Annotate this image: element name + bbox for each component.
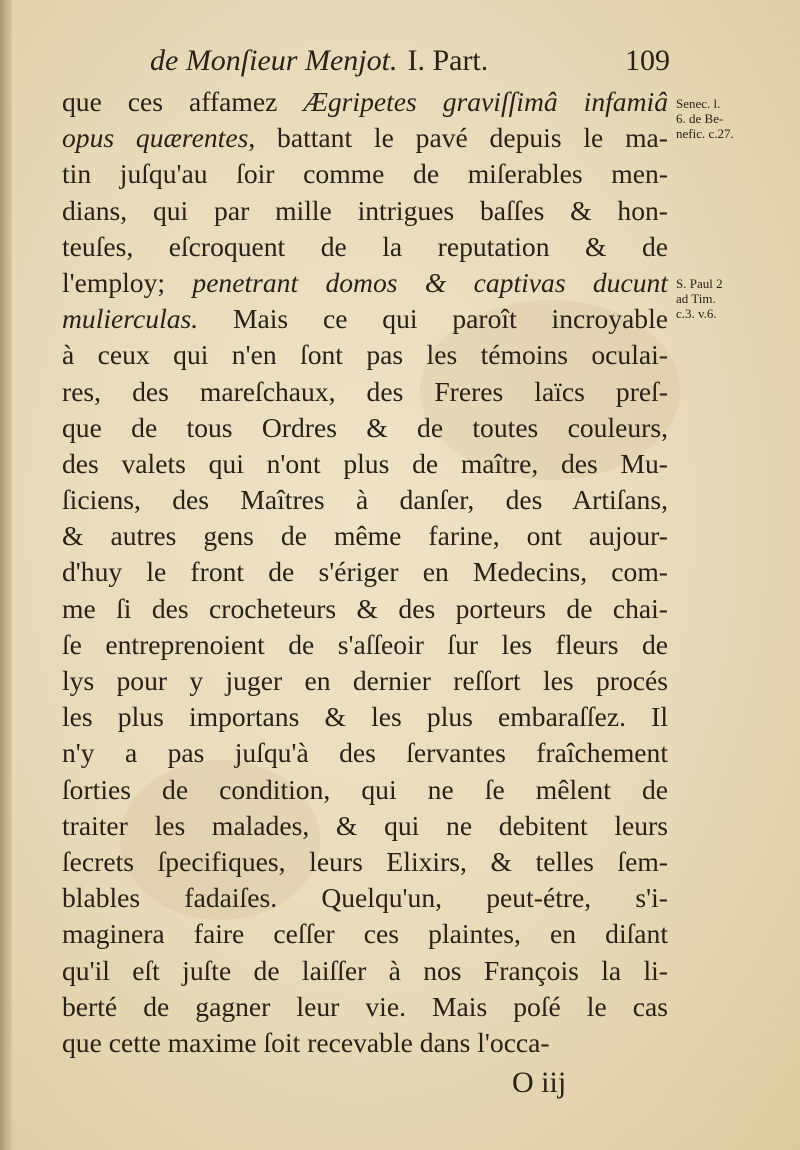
margin-note xyxy=(676,276,786,321)
text-line xyxy=(62,120,668,156)
text-line xyxy=(62,772,668,808)
text-line xyxy=(62,554,668,590)
text-segment: qu'il eſt juſte de laiſſer à nos François la li- xyxy=(62,954,668,986)
margin-note-line: ad Tim. xyxy=(676,291,716,306)
text-line xyxy=(62,1025,668,1061)
text-line xyxy=(62,699,668,735)
latin-quote: opus quærentes xyxy=(62,122,249,154)
page-edge xyxy=(0,0,12,1150)
text-line xyxy=(62,482,668,518)
text-line xyxy=(62,880,668,916)
text-line xyxy=(62,808,668,844)
running-header xyxy=(150,44,670,86)
margin-note-line: c.3. v.6. xyxy=(676,306,717,321)
text-segment: que de tous Ordres & de toutes couleurs, xyxy=(62,411,668,443)
text-segment: d'huy le front de s'ériger en Medecins, com- xyxy=(62,556,668,588)
text-line xyxy=(62,989,668,1025)
text-segment: traiter les malades, & qui ne debitent leurs xyxy=(62,809,668,841)
text-segment: ſorties de condition, qui ne ſe mêlent de xyxy=(62,773,668,805)
margin-note xyxy=(676,96,786,141)
latin-quote: penetrant domos & captivas ducunt xyxy=(192,266,668,298)
text-line xyxy=(62,84,668,120)
text-segment: tin juſqu'au ſoir comme de miſerables men- xyxy=(62,158,668,190)
signature-mark: O iij xyxy=(512,1066,567,1099)
running-title: de Monſieur Menjot. xyxy=(150,44,398,77)
margin-note-line: Senec. l. xyxy=(676,96,721,111)
margin-note-line: 6. de Be- xyxy=(676,111,724,126)
text-segment: ſe entreprenoient de s'aſſeoir ſur les fleurs de xyxy=(62,628,668,660)
text-line xyxy=(62,627,668,663)
text-segment: blables fadaiſes. Quelqu'un, peut-étre, s'i- xyxy=(62,882,668,914)
text-line xyxy=(62,193,668,229)
text-line xyxy=(62,337,668,373)
page-number: 109 xyxy=(625,44,670,77)
text-segment: ſecrets ſpecifiques, leurs Elixirs, & telles ſem- xyxy=(62,845,668,877)
margin-note-line: nefic. c.27. xyxy=(676,126,734,141)
text-segment: res, des mareſchaux, des Freres laïcs preſ- xyxy=(62,375,668,407)
text-segment: des valets qui n'ont plus de maître, des Mu- xyxy=(62,447,668,479)
text-line xyxy=(62,953,668,989)
margin-note-line: S. Paul 2 xyxy=(676,276,723,291)
text-line xyxy=(62,446,668,482)
text-segment: maginera faire ceſſer ces plaintes, en diſant xyxy=(62,918,668,950)
latin-quote: mulierculas. xyxy=(62,303,199,335)
text-line xyxy=(62,735,668,771)
text-segment: Mais ce qui paroît incroyable xyxy=(198,303,668,335)
text-segment: & autres gens de même farine, ont aujour- xyxy=(62,520,668,552)
text-line xyxy=(62,916,668,952)
text-segment: que cette maxime ſoit recevable dans l'occa- xyxy=(62,1026,550,1058)
text-segment: l'employ; xyxy=(62,266,193,298)
text-line xyxy=(62,229,668,265)
text-segment: teuſes, eſcroquent de la reputation & de xyxy=(62,230,668,262)
text-line xyxy=(62,156,668,192)
latin-quote: Ægripetes graviſſimâ infamiâ xyxy=(303,86,668,117)
text-line xyxy=(62,518,668,554)
text-line xyxy=(62,410,668,446)
text-segment: lys pour y juger en dernier reſſort les procés xyxy=(62,665,668,696)
text-segment: à ceux qui n'en ſont pas les témoins oculai- xyxy=(62,339,668,371)
text-segment: que ces affamez xyxy=(62,86,304,117)
text-line xyxy=(62,265,668,301)
text-segment: me ſi des crocheteurs & des porteurs de chai- xyxy=(62,592,668,624)
text-line xyxy=(62,591,668,627)
text-line xyxy=(62,663,668,699)
text-line xyxy=(62,374,668,410)
text-segment: berté de gagner leur vie. Mais poſé le cas xyxy=(62,990,668,1022)
text-segment: dians, qui par mille intrigues baſſes & hon- xyxy=(62,194,668,226)
text-segment: les plus importans & les plus embaraſſez. Il xyxy=(62,701,668,733)
body-text xyxy=(62,84,668,1061)
text-segment: n'y a pas juſqu'à des ſervantes fraîchement xyxy=(62,737,668,769)
text-line xyxy=(62,844,668,880)
text-segment: , battant le pavé depuis le ma- xyxy=(248,122,668,154)
part-label: I. Part. xyxy=(407,44,489,77)
text-line xyxy=(62,301,668,337)
text-segment: ſiciens, des Maîtres à danſer, des Artiſans, xyxy=(62,484,668,516)
